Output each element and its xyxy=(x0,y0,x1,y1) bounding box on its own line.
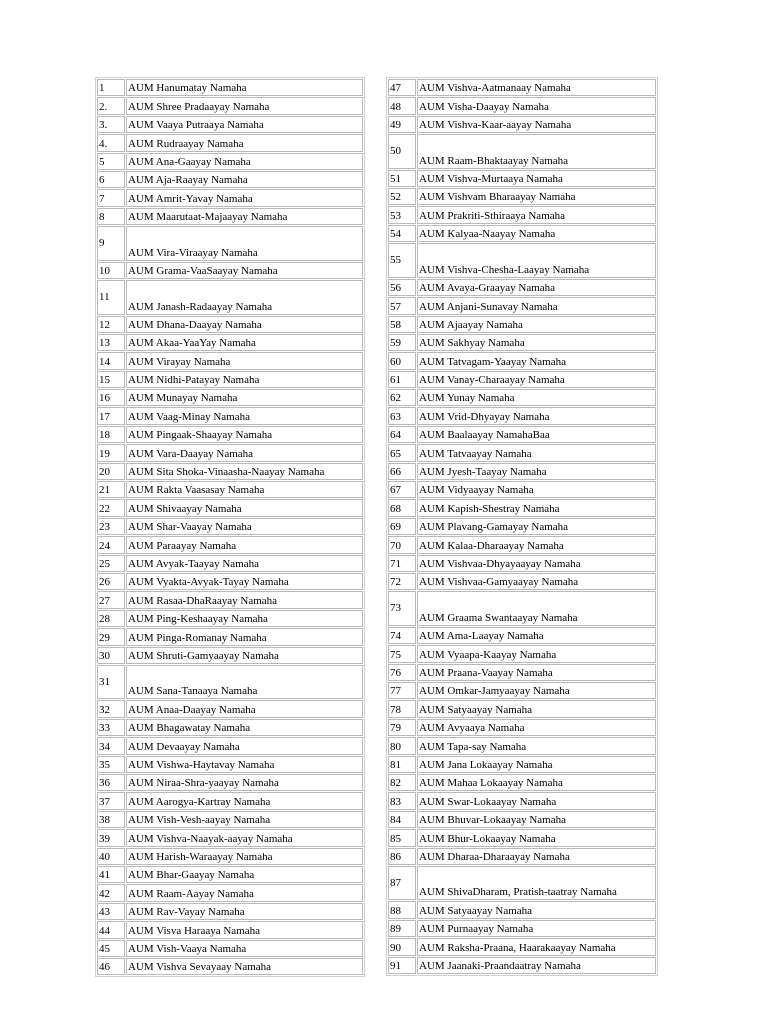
table-row xyxy=(97,518,363,535)
row-name: AUM Sana-Tanaaya Namaha xyxy=(126,665,363,700)
table-row xyxy=(97,848,363,865)
names-table-left-body xyxy=(97,79,363,975)
row-number: 86 xyxy=(388,848,416,865)
table-row xyxy=(388,79,656,96)
row-number: 20 xyxy=(97,463,125,480)
row-number: 74 xyxy=(388,627,416,644)
table-row xyxy=(97,958,363,975)
table-row xyxy=(97,334,363,351)
row-name: AUM Avyaaya Namaha xyxy=(417,719,656,736)
row-name: AUM Tatvagam-Yaayay Namaha xyxy=(417,352,656,369)
row-name: AUM Maarutaat-Majaayay Namaha xyxy=(126,208,363,225)
row-name: AUM Plavang-Gamayay Namaha xyxy=(417,518,656,535)
table-row xyxy=(97,352,363,369)
row-number: 54 xyxy=(388,225,416,242)
table-row xyxy=(388,536,656,553)
row-name: AUM Yunay Namaha xyxy=(417,389,656,406)
row-name: AUM Raam-Aayay Namaha xyxy=(126,884,363,901)
row-name: AUM Bhuvar-Lokaayay Namaha xyxy=(417,811,656,828)
row-number: 40 xyxy=(97,848,125,865)
row-name: AUM Shruti-Gamyaayay Namaha xyxy=(126,647,363,664)
row-name: AUM Anaa-Daayay Namaha xyxy=(126,700,363,717)
row-number: 28 xyxy=(97,610,125,627)
row-name: AUM Rakta Vaasasay Namaha xyxy=(126,481,363,498)
table-row xyxy=(97,262,363,279)
row-name: AUM Vaag-Minay Namaha xyxy=(126,407,363,424)
row-name: AUM ShivaDharam, Pratish-taatray Namaha xyxy=(417,866,656,901)
row-name: AUM Dharaa-Dharaayay Namaha xyxy=(417,848,656,865)
row-number: 4. xyxy=(97,134,125,151)
row-name: AUM Vishva-Aatmanaay Namaha xyxy=(417,79,656,96)
row-number: 37 xyxy=(97,792,125,809)
row-number: 18 xyxy=(97,426,125,443)
row-name: AUM Vaaya Putraaya Namaha xyxy=(126,116,363,133)
table-row xyxy=(388,206,656,223)
row-number: 88 xyxy=(388,901,416,918)
row-name: AUM Vara-Daayay Namaha xyxy=(126,444,363,461)
row-number: 65 xyxy=(388,444,416,461)
row-name: AUM Jyesh-Taayay Namaha xyxy=(417,463,656,480)
row-name: AUM Avaya-Graayay Namaha xyxy=(417,279,656,296)
table-row xyxy=(388,499,656,516)
row-number: 67 xyxy=(388,481,416,498)
table-row xyxy=(388,407,656,424)
table-row xyxy=(388,371,656,388)
table-row xyxy=(388,645,656,662)
row-number: 47 xyxy=(388,79,416,96)
row-name: AUM Anjani-Sunavay Namaha xyxy=(417,297,656,314)
row-number: 87 xyxy=(388,866,416,901)
row-name: AUM Sakhyay Namaha xyxy=(417,334,656,351)
row-number: 77 xyxy=(388,682,416,699)
row-name: AUM Tapa-say Namaha xyxy=(417,737,656,754)
row-name: AUM Vyaapa-Kaayay Namaha xyxy=(417,645,656,662)
names-table-left xyxy=(95,77,365,977)
row-number: 70 xyxy=(388,536,416,553)
row-number: 58 xyxy=(388,316,416,333)
table-row xyxy=(97,940,363,957)
table-row xyxy=(388,352,656,369)
row-number: 68 xyxy=(388,499,416,516)
row-number: 35 xyxy=(97,756,125,773)
table-row xyxy=(97,97,363,114)
table-row xyxy=(388,774,656,791)
row-name: AUM Raam-Bhaktaayay Namaha xyxy=(417,134,656,169)
row-number: 16 xyxy=(97,389,125,406)
row-name: AUM Kapish-Shestray Namaha xyxy=(417,499,656,516)
row-name: AUM Vidyaayay Namaha xyxy=(417,481,656,498)
row-name: AUM Devaayay Namaha xyxy=(126,737,363,754)
table-row xyxy=(97,903,363,920)
table-row xyxy=(97,737,363,754)
row-name: AUM Bhagawatay Namaha xyxy=(126,719,363,736)
table-row xyxy=(97,665,363,700)
table-row xyxy=(388,116,656,133)
row-number: 34 xyxy=(97,737,125,754)
row-name: AUM Raksha-Praana, Haarakaayay Namaha xyxy=(417,938,656,955)
table-row xyxy=(97,134,363,151)
row-number: 41 xyxy=(97,866,125,883)
row-name: AUM Jana Lokaayay Namaha xyxy=(417,756,656,773)
row-name: AUM Vrid-Dhyayay Namaha xyxy=(417,407,656,424)
table-row xyxy=(388,957,656,974)
row-name: AUM Pingaak-Shaayay Namaha xyxy=(126,426,363,443)
row-name: AUM Vishvaa-Dhyayaayay Namaha xyxy=(417,555,656,572)
table-row xyxy=(97,79,363,96)
table-row xyxy=(388,901,656,918)
row-number: 82 xyxy=(388,774,416,791)
row-number: 63 xyxy=(388,407,416,424)
table-row xyxy=(97,153,363,170)
row-name: AUM Vishva-Kaar-aayay Namaha xyxy=(417,116,656,133)
row-name: AUM Avyak-Taayay Namaha xyxy=(126,555,363,572)
row-name: AUM Janash-Radaayay Namaha xyxy=(126,280,363,315)
table-row xyxy=(97,774,363,791)
row-number: 81 xyxy=(388,756,416,773)
row-name: AUM Visva Haraaya Namaha xyxy=(126,921,363,938)
table-row xyxy=(388,444,656,461)
table-row xyxy=(97,189,363,206)
row-name: AUM Kalaa-Dharaayay Namaha xyxy=(417,536,656,553)
row-name: AUM Ajaayay Namaha xyxy=(417,316,656,333)
row-number: 90 xyxy=(388,938,416,955)
row-number: 66 xyxy=(388,463,416,480)
row-number: 62 xyxy=(388,389,416,406)
row-name: AUM Vishva-Naayak-aayay Namaha xyxy=(126,829,363,846)
row-number: 73 xyxy=(388,591,416,626)
row-name: AUM Grama-VaaSaayay Namaha xyxy=(126,262,363,279)
row-number: 14 xyxy=(97,352,125,369)
table-row xyxy=(388,463,656,480)
names-table-right-body xyxy=(388,79,656,974)
row-name: AUM Pinga-Romanay Namaha xyxy=(126,628,363,645)
row-number: 2. xyxy=(97,97,125,114)
row-name: AUM Bhar-Gaayay Namaha xyxy=(126,866,363,883)
table-row xyxy=(97,555,363,572)
row-name: AUM Niraa-Shra-yaayay Namaha xyxy=(126,774,363,791)
row-number: 29 xyxy=(97,628,125,645)
table-row xyxy=(388,719,656,736)
row-number: 5 xyxy=(97,153,125,170)
row-name: AUM Vish-Vaaya Namaha xyxy=(126,940,363,957)
row-number: 21 xyxy=(97,481,125,498)
row-number: 25 xyxy=(97,555,125,572)
row-name: AUM Rav-Vayay Namaha xyxy=(126,903,363,920)
row-number: 26 xyxy=(97,573,125,590)
row-number: 36 xyxy=(97,774,125,791)
row-name: AUM Vira-Viraayay Namaha xyxy=(126,226,363,261)
table-row xyxy=(97,280,363,315)
row-name: AUM Rudraayay Namaha xyxy=(126,134,363,151)
table-row xyxy=(388,573,656,590)
row-number: 3. xyxy=(97,116,125,133)
row-name: AUM Tatvaayay Namaha xyxy=(417,444,656,461)
table-row xyxy=(97,756,363,773)
table-row xyxy=(97,829,363,846)
table-row xyxy=(97,866,363,883)
row-number: 39 xyxy=(97,829,125,846)
row-number: 64 xyxy=(388,426,416,443)
row-number: 49 xyxy=(388,116,416,133)
table-row xyxy=(388,297,656,314)
names-table-right xyxy=(386,77,658,976)
row-name: AUM Ping-Keshaayay Namaha xyxy=(126,610,363,627)
row-number: 76 xyxy=(388,664,416,681)
table-row xyxy=(388,243,656,278)
row-name: AUM Rasaa-DhaRaayay Namaha xyxy=(126,591,363,608)
row-name: AUM Vishva Sevayaay Namaha xyxy=(126,958,363,975)
row-number: 84 xyxy=(388,811,416,828)
row-number: 15 xyxy=(97,371,125,388)
row-name: AUM Omkar-Jamyaayay Namaha xyxy=(417,682,656,699)
table-row xyxy=(97,700,363,717)
table-row xyxy=(97,463,363,480)
row-number: 30 xyxy=(97,647,125,664)
row-number: 61 xyxy=(388,371,416,388)
table-row xyxy=(97,536,363,553)
row-name: AUM Dhana-Daayay Namaha xyxy=(126,316,363,333)
row-name: AUM Satyaayay Namaha xyxy=(417,700,656,717)
row-name: AUM Graama Swantaayay Namaha xyxy=(417,591,656,626)
table-row xyxy=(97,719,363,736)
table-row xyxy=(97,407,363,424)
table-row xyxy=(388,737,656,754)
row-number: 31 xyxy=(97,665,125,700)
table-row xyxy=(388,225,656,242)
row-number: 79 xyxy=(388,719,416,736)
table-row xyxy=(388,792,656,809)
table-row xyxy=(97,208,363,225)
table-row xyxy=(388,938,656,955)
row-name: AUM Hanumatay Namaha xyxy=(126,79,363,96)
table-row xyxy=(388,481,656,498)
row-name: AUM Vanay-Charaayay Namaha xyxy=(417,371,656,388)
row-name: AUM Vish-Vesh-aayay Namaha xyxy=(126,811,363,828)
row-number: 43 xyxy=(97,903,125,920)
row-name: AUM Vyakta-Avyak-Tayay Namaha xyxy=(126,573,363,590)
row-number: 19 xyxy=(97,444,125,461)
row-name: AUM Praana-Vaayay Namaha xyxy=(417,664,656,681)
table-row xyxy=(97,481,363,498)
row-number: 1 xyxy=(97,79,125,96)
row-number: 60 xyxy=(388,352,416,369)
row-number: 75 xyxy=(388,645,416,662)
row-number: 13 xyxy=(97,334,125,351)
table-row xyxy=(97,573,363,590)
row-name: AUM Purnaayay Namaha xyxy=(417,920,656,937)
table-row xyxy=(388,316,656,333)
row-number: 59 xyxy=(388,334,416,351)
table-row xyxy=(388,920,656,937)
table-row xyxy=(388,279,656,296)
row-number: 17 xyxy=(97,407,125,424)
row-name: AUM Swar-Lokaayay Namaha xyxy=(417,792,656,809)
row-name: AUM Satyaayay Namaha xyxy=(417,901,656,918)
row-name: AUM Shar-Vaayay Namaha xyxy=(126,518,363,535)
table-row xyxy=(388,682,656,699)
row-number: 89 xyxy=(388,920,416,937)
row-number: 57 xyxy=(388,297,416,314)
row-number: 53 xyxy=(388,206,416,223)
table-row xyxy=(97,647,363,664)
row-name: AUM Kalyaa-Naayay Namaha xyxy=(417,225,656,242)
row-name: AUM Prakriti-Sthiraaya Namaha xyxy=(417,206,656,223)
table-row xyxy=(388,664,656,681)
table-row xyxy=(97,226,363,261)
row-name: AUM Harish-Waraayay Namaha xyxy=(126,848,363,865)
row-name: AUM Munayay Namaha xyxy=(126,389,363,406)
table-row xyxy=(97,921,363,938)
table-row xyxy=(97,171,363,188)
row-number: 46 xyxy=(97,958,125,975)
row-number: 50 xyxy=(388,134,416,169)
row-number: 6 xyxy=(97,171,125,188)
table-row xyxy=(97,116,363,133)
table-row xyxy=(388,518,656,535)
table-row xyxy=(388,627,656,644)
row-name: AUM Akaa-YaaYay Namaha xyxy=(126,334,363,351)
table-row xyxy=(388,700,656,717)
table-row xyxy=(97,884,363,901)
table-row xyxy=(97,610,363,627)
table-row xyxy=(388,134,656,169)
table-row xyxy=(388,555,656,572)
table-row xyxy=(388,97,656,114)
table-row xyxy=(388,188,656,205)
row-name: AUM Vishva-Murtaaya Namaha xyxy=(417,170,656,187)
row-number: 23 xyxy=(97,518,125,535)
table-row xyxy=(388,756,656,773)
row-name: AUM Paraayay Namaha xyxy=(126,536,363,553)
row-name: AUM Shivaayay Namaha xyxy=(126,499,363,516)
row-number: 9 xyxy=(97,226,125,261)
row-name: AUM Nidhi-Patayay Namaha xyxy=(126,371,363,388)
table-row xyxy=(388,811,656,828)
row-name: AUM Vishva-Chesha-Laayay Namaha xyxy=(417,243,656,278)
table-row xyxy=(388,426,656,443)
row-name: AUM Vishwa-Haytavay Namaha xyxy=(126,756,363,773)
row-number: 80 xyxy=(388,737,416,754)
row-number: 45 xyxy=(97,940,125,957)
row-name: AUM Ama-Laayay Namaha xyxy=(417,627,656,644)
row-name: AUM Aja-Raayay Namaha xyxy=(126,171,363,188)
row-name: AUM Aarogya-Kartray Namaha xyxy=(126,792,363,809)
row-number: 56 xyxy=(388,279,416,296)
row-name: AUM Bhur-Lokaayay Namaha xyxy=(417,829,656,846)
table-row xyxy=(97,426,363,443)
table-row xyxy=(97,591,363,608)
row-number: 32 xyxy=(97,700,125,717)
table-row xyxy=(97,316,363,333)
table-row xyxy=(97,811,363,828)
row-number: 10 xyxy=(97,262,125,279)
row-number: 51 xyxy=(388,170,416,187)
row-name: AUM Jaanaki-Praandaatray Namaha xyxy=(417,957,656,974)
row-name: AUM Vishvaa-Gamyaayay Namaha xyxy=(417,573,656,590)
row-name: AUM Ana-Gaayay Namaha xyxy=(126,153,363,170)
row-number: 8 xyxy=(97,208,125,225)
table-row xyxy=(388,389,656,406)
table-row xyxy=(388,866,656,901)
table-row xyxy=(97,389,363,406)
row-number: 24 xyxy=(97,536,125,553)
table-row xyxy=(388,170,656,187)
row-number: 48 xyxy=(388,97,416,114)
row-number: 69 xyxy=(388,518,416,535)
row-number: 38 xyxy=(97,811,125,828)
row-number: 78 xyxy=(388,700,416,717)
row-number: 44 xyxy=(97,921,125,938)
row-number: 22 xyxy=(97,499,125,516)
row-name: AUM Mahaa Lokaayay Namaha xyxy=(417,774,656,791)
row-name: AUM Vishvam Bharaayay Namaha xyxy=(417,188,656,205)
row-number: 12 xyxy=(97,316,125,333)
row-name: AUM Virayay Namaha xyxy=(126,352,363,369)
table-row xyxy=(97,444,363,461)
row-number: 72 xyxy=(388,573,416,590)
row-name: AUM Baalaayay NamahaBaa xyxy=(417,426,656,443)
table-row xyxy=(388,591,656,626)
row-number: 85 xyxy=(388,829,416,846)
row-number: 42 xyxy=(97,884,125,901)
row-name: AUM Amrit-Yavay Namaha xyxy=(126,189,363,206)
row-name: AUM Sita Shoka-Vinaasha-Naayay Namaha xyxy=(126,463,363,480)
table-row xyxy=(388,334,656,351)
row-name: AUM Visha-Daayay Namaha xyxy=(417,97,656,114)
row-number: 52 xyxy=(388,188,416,205)
row-number: 27 xyxy=(97,591,125,608)
table-row xyxy=(97,792,363,809)
row-number: 55 xyxy=(388,243,416,278)
row-number: 83 xyxy=(388,792,416,809)
table-row xyxy=(97,499,363,516)
table-row xyxy=(97,628,363,645)
row-number: 11 xyxy=(97,280,125,315)
row-number: 7 xyxy=(97,189,125,206)
row-number: 71 xyxy=(388,555,416,572)
table-row xyxy=(97,371,363,388)
row-name: AUM Shree Pradaayay Namaha xyxy=(126,97,363,114)
table-row xyxy=(388,848,656,865)
table-row xyxy=(388,829,656,846)
row-number: 33 xyxy=(97,719,125,736)
row-number: 91 xyxy=(388,957,416,974)
